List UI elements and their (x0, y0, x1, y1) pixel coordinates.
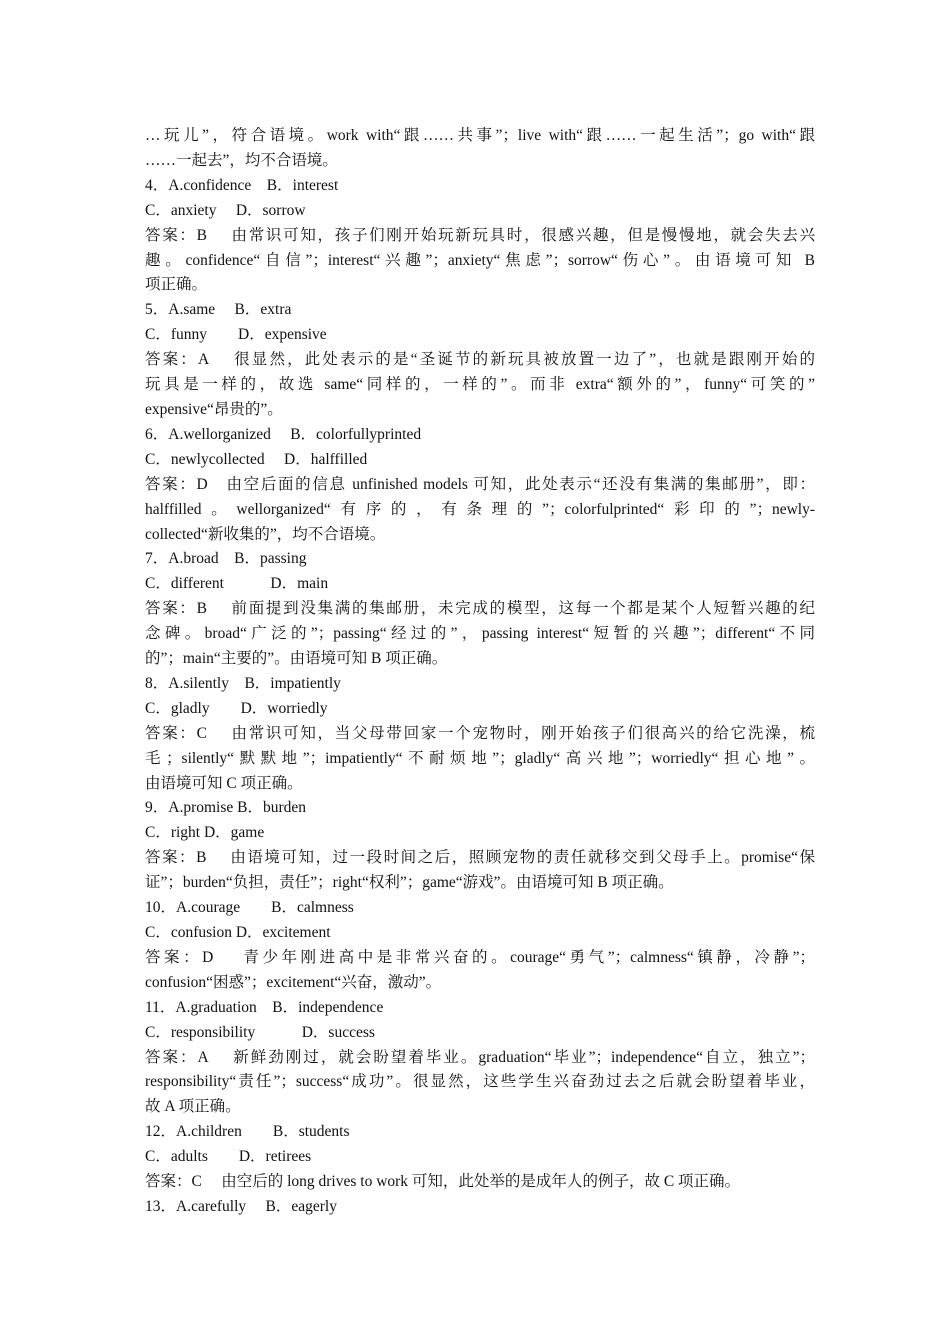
document-body (145, 124, 815, 1220)
text-line: C．responsibility D．success (145, 1023, 375, 1041)
text-line: 13．A.carefully B．eagerly (145, 1197, 337, 1215)
text-line: 9．A.promise B．burden (145, 799, 307, 817)
text-line: 毛；silently“默默地”；impatiently“不耐烦地”；gladly“高兴地”；worriedly“担心地”。 (145, 749, 815, 767)
text-line: C．confusion D．excitement (145, 924, 331, 941)
text-line: 答案：B 由语境可知，过一段时间之后，照顾宠物的责任就移交到父母手上。promise“保 (145, 849, 815, 867)
text-line: 故 A 项正确。 (145, 1098, 241, 1116)
text-line: 答案：B 由常识可知，孩子们刚开始玩新玩具时，很感兴趣，但是慢慢地，就会失去兴 (145, 226, 815, 244)
text-line: responsibility“责任”；success“成功”。很显然，这些学生兴奋劲过去之后就会盼望着毕业， (145, 1073, 815, 1091)
text-line: 11．A.graduation B．independence (145, 998, 384, 1016)
text-line: ……一起去”，均不合语境。 (145, 151, 338, 169)
text-line: confusion“困惑”；excitement“兴奋，激动”。 (145, 973, 442, 991)
text-line: 由语境可知 C 项正确。 (145, 774, 303, 792)
text-line: C．gladly D．worriedly (145, 699, 328, 717)
text-line: 4．A.confidence B．interest (145, 176, 339, 194)
text-line: C．anxiety D．sorrow (145, 201, 306, 219)
text-line: 12．A.children B．students (145, 1123, 350, 1141)
text-line: 答案：C 由常识可知，当父母带回家一个宠物时，刚开始孩子们很高兴的给它洗澡，梳 (145, 724, 815, 742)
text-line: 的”；main“主要的”。由语境可知 B 项正确。 (145, 650, 448, 668)
text-line: C．newlycollected D．halffilled (145, 450, 368, 468)
text-line: expensive“昂贵的”。 (145, 400, 283, 418)
text-line: 10．A.courage B．calmness (145, 899, 354, 917)
text-line: 答案：A 新鲜劲刚过，就会盼望着毕业。graduation“毕业”；independence“自立，独立”； (145, 1048, 815, 1066)
text-line: 答案：C 由空后的 long drives to work 可知，此处举的是成年人的例子，故 C 项正确。 (145, 1173, 741, 1191)
text-line: C．adults D．retirees (145, 1148, 312, 1166)
text-line: halffilled。wellorganized“有序的，有条理的”；colorfulprinted“彩印的”；newly- (145, 500, 815, 518)
text-line: 证”；burden“负担，责任”；right“权利”；game“游戏”。由语境可知 B 项正确。 (145, 874, 674, 892)
text-line: 7．A.broad B．passing (145, 550, 307, 568)
text-line: 趣。confidence“自信”；interest“兴趣”；anxiety“焦虑”；sorrow“伤心”。由语境可知 B (145, 251, 815, 269)
text-line: 5．A.same B．extra (145, 301, 292, 319)
text-line: 答案：B 前面提到没集满的集邮册，未完成的模型，这每一个都是某个人短暂兴趣的纪 (145, 600, 815, 618)
text-line: 6．A.wellorganized B．colorfullyprinted (145, 425, 422, 443)
text-line: C．right D．game (145, 824, 265, 842)
text-line: 项正确。 (145, 276, 208, 294)
text-line: 答案：D 青少年刚进高中是非常兴奋的。courage“勇气”；calmness“镇静，冷静”； (145, 948, 815, 966)
text-line: collected“新收集的”，均不合语境。 (145, 525, 386, 543)
text-line: 念碑。broad“广泛的”；passing“经过的”，passing interest“短暂的兴趣”；different“不同 (145, 625, 815, 643)
text-line: C．different D．main (145, 575, 329, 593)
text-line: C．funny D．expensive (145, 326, 327, 344)
text-line: 玩具是一样的，故选 same“同样的，一样的”。而非 extra“额外的”，funny“可笑的” (145, 376, 815, 394)
text-line: 8．A.silently B．impatiently (145, 674, 341, 692)
text-line: …玩儿”，符合语境。work with“跟……共事”；live with“跟……一起生活”；go with“跟 (145, 127, 815, 144)
text-line: 答案：D 由空后面的信息 unfinished models 可知，此处表示“还没有集满的集邮册”，即： (145, 475, 815, 493)
text-line: 答案：A 很显然，此处表示的是“圣诞节的新玩具被放置一边了”，也就是跟刚开始的 (145, 351, 815, 369)
